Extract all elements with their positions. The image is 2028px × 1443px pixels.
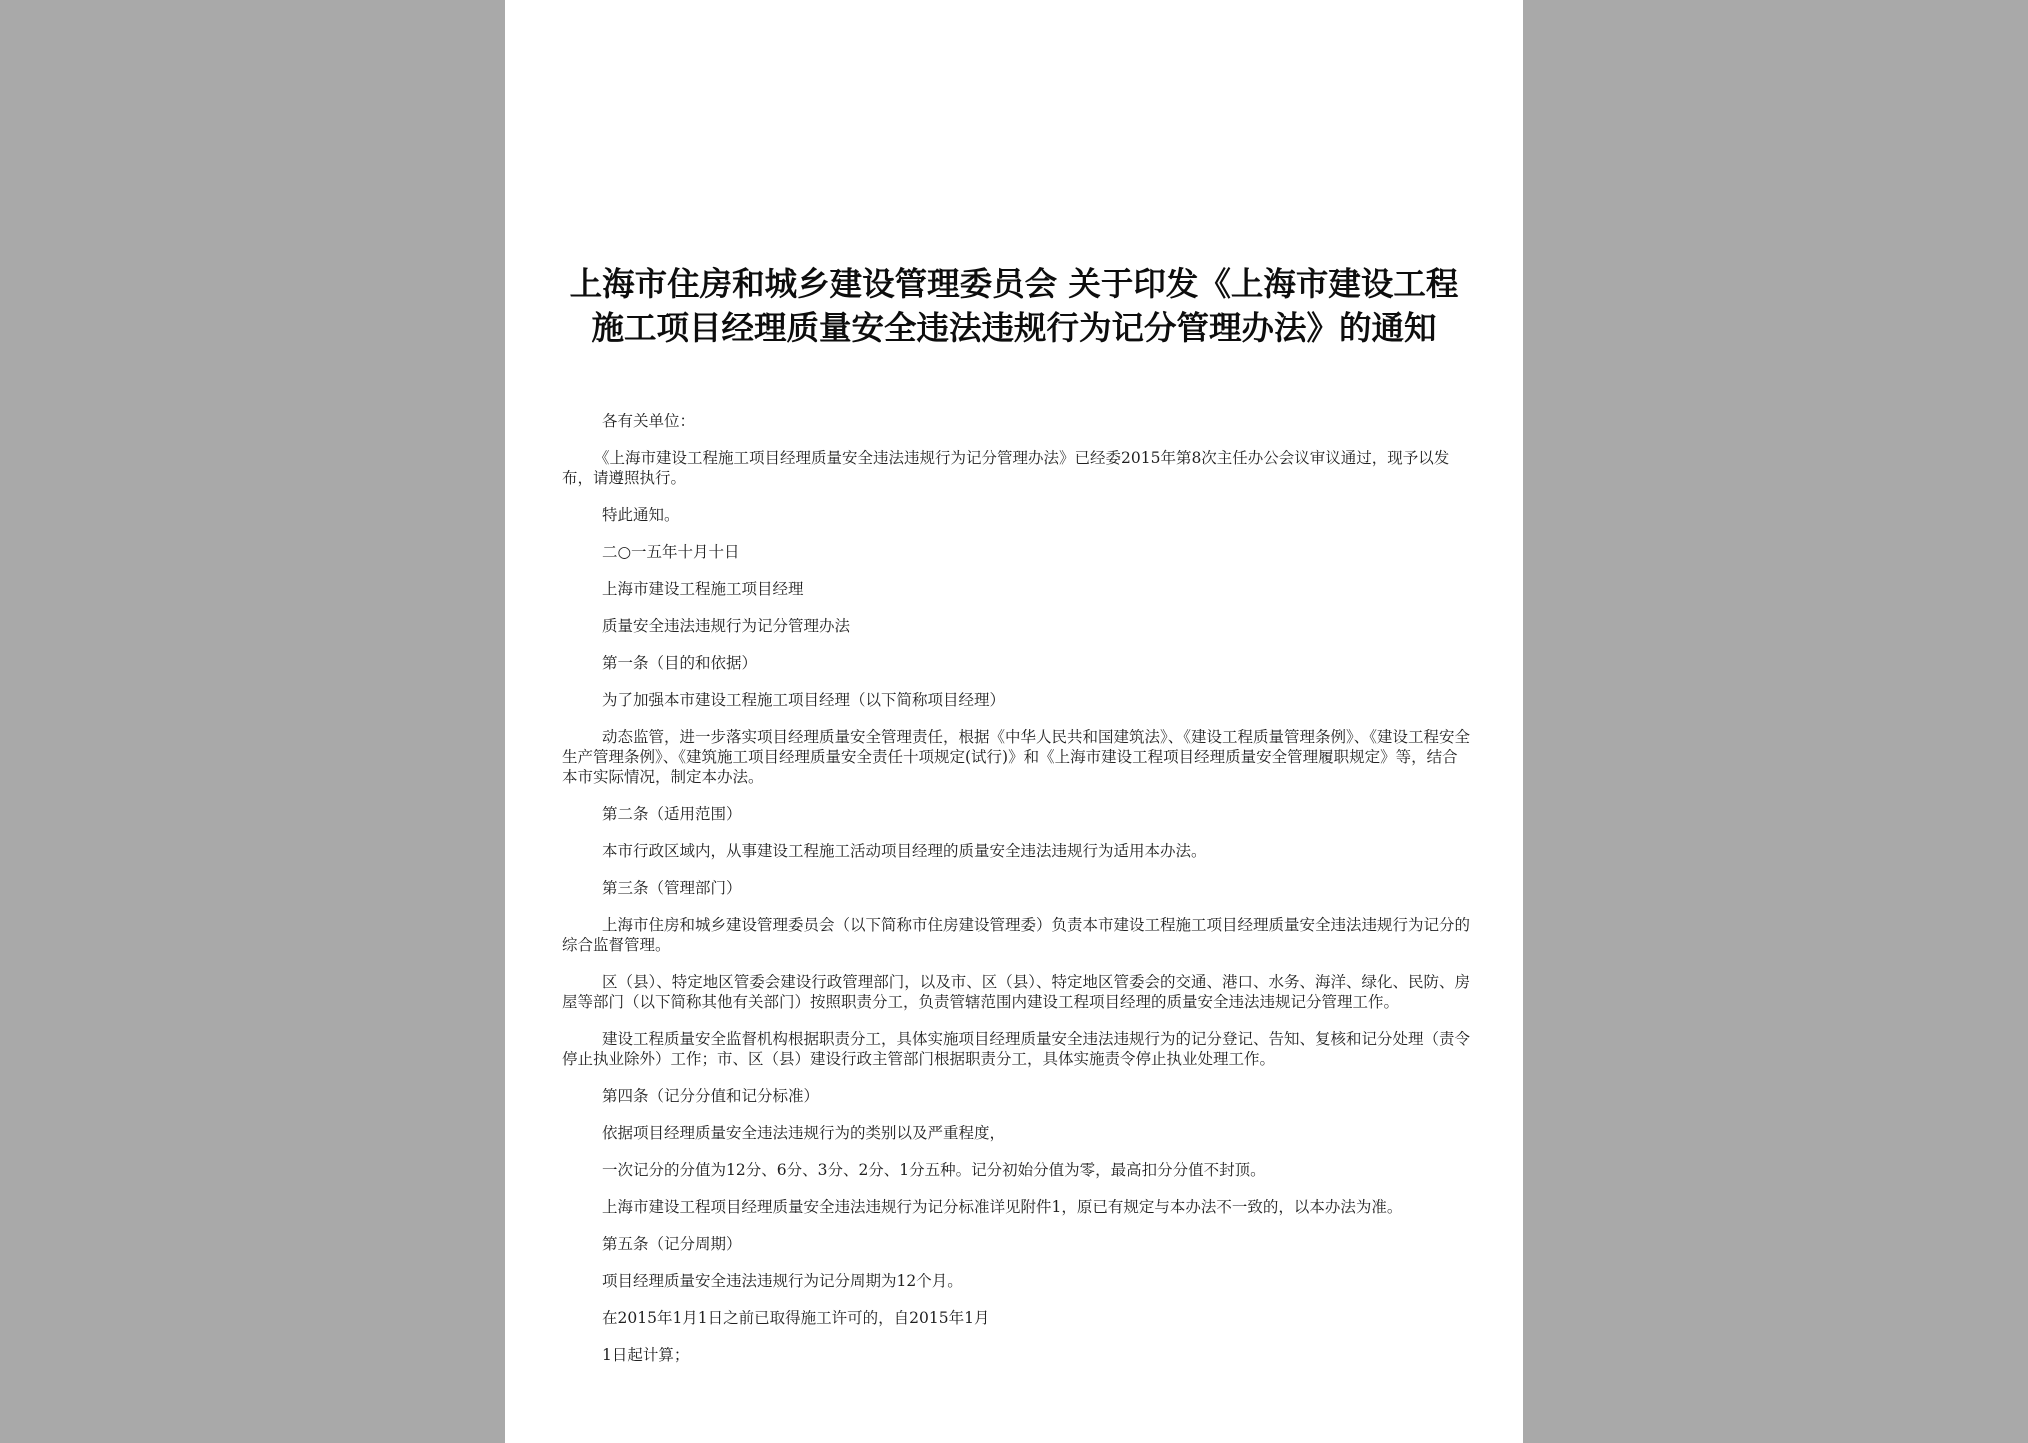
document-date: 二○一五年十月十日 — [602, 543, 740, 561]
article-3-text-3: 建设工程质量安全监督机构根据职责分工，具体实施项目经理质量安全违法违规行为的记分登记、告知、复核和记分处理（责令停止执业除外）工作；市、区（县）建设行政主管部门根据职责分工，具体实施责令停止执业处理工作。 — [562, 1030, 1471, 1068]
article-5-heading: 第五条（记分周期） — [602, 1235, 742, 1253]
article-1-text: 动态监管，进一步落实项目经理质量安全管理责任，根据《中华人民共和国建筑法》、《建设工程质量管理条例》、《建设工程安全生产管理条例》、《建筑施工项目经理质量安全责任十项规定(试行)》和《上海市建设工程项目经理质量安全管理履职规定》等，结合本市实际情况，制定本办法。 — [562, 728, 1471, 786]
paragraph-notice-closing: 特此通知。 — [602, 506, 680, 524]
document-page — [505, 0, 1523, 1443]
rules-title-line-2: 质量安全违法违规行为记分管理办法 — [602, 617, 851, 635]
salutation: 各有关单位： — [602, 412, 696, 430]
article-3-text-2: 区（县）、特定地区管委会建设行政管理部门，以及市、区（县）、特定地区管委会的交通、港口、水务、海洋、绿化、民防、房屋等部门（以下简称其他有关部门）按照职责分工，负责管辖范围内建设工程项目经理的质量安全违法违规记分管理工作。 — [562, 973, 1471, 1011]
article-2-text: 本市行政区域内，从事建设工程施工活动项目经理的质量安全违法违规行为适用本办法。 — [602, 842, 1207, 860]
article-5-text-3: 1日起计算； — [602, 1346, 690, 1364]
document-title: 上海市住房和城乡建设管理委员会 关于印发《上海市建设工程施工项目经理质量安全违法违规行为记分管理办法》的通知 — [569, 264, 1459, 347]
document-body — [562, 411, 1470, 1365]
paragraph-announcement: 《上海市建设工程施工项目经理质量安全违法违规行为记分管理办法》已经委2015年第8次主任办公会议审议通过，现予以发布，请遵照执行。 — [562, 449, 1450, 487]
article-4-text-3: 上海市建设工程项目经理质量安全违法违规行为记分标准详见附件1，原已有规定与本办法不一致的，以本办法为准。 — [602, 1198, 1403, 1216]
article-4-text-2: 一次记分的分值为12分、6分、3分、2分、1分五种。记分初始分值为零，最高扣分分值不封顶。 — [602, 1161, 1266, 1179]
rules-title-line-1: 上海市建设工程施工项目经理 — [602, 580, 804, 598]
article-4-heading: 第四条（记分分值和记分标准） — [602, 1087, 820, 1105]
article-4-text-1: 依据项目经理质量安全违法违规行为的类别以及严重程度， — [602, 1124, 1006, 1142]
article-5-text-1: 项目经理质量安全违法违规行为记分周期为12个月。 — [602, 1272, 963, 1290]
article-3-heading: 第三条（管理部门） — [602, 879, 742, 897]
article-1-text-line: 为了加强本市建设工程施工项目经理（以下简称项目经理） — [602, 691, 1006, 709]
article-1-heading: 第一条（目的和依据） — [602, 654, 758, 672]
article-5-text-2: 在2015年1月1日之前已取得施工许可的，自2015年1月 — [602, 1309, 990, 1327]
article-3-text-1: 上海市住房和城乡建设管理委员会（以下简称市住房建设管理委）负责本市建设工程施工项目经理质量安全违法违规行为记分的综合监督管理。 — [562, 916, 1471, 954]
article-2-heading: 第二条（适用范围） — [602, 805, 742, 823]
